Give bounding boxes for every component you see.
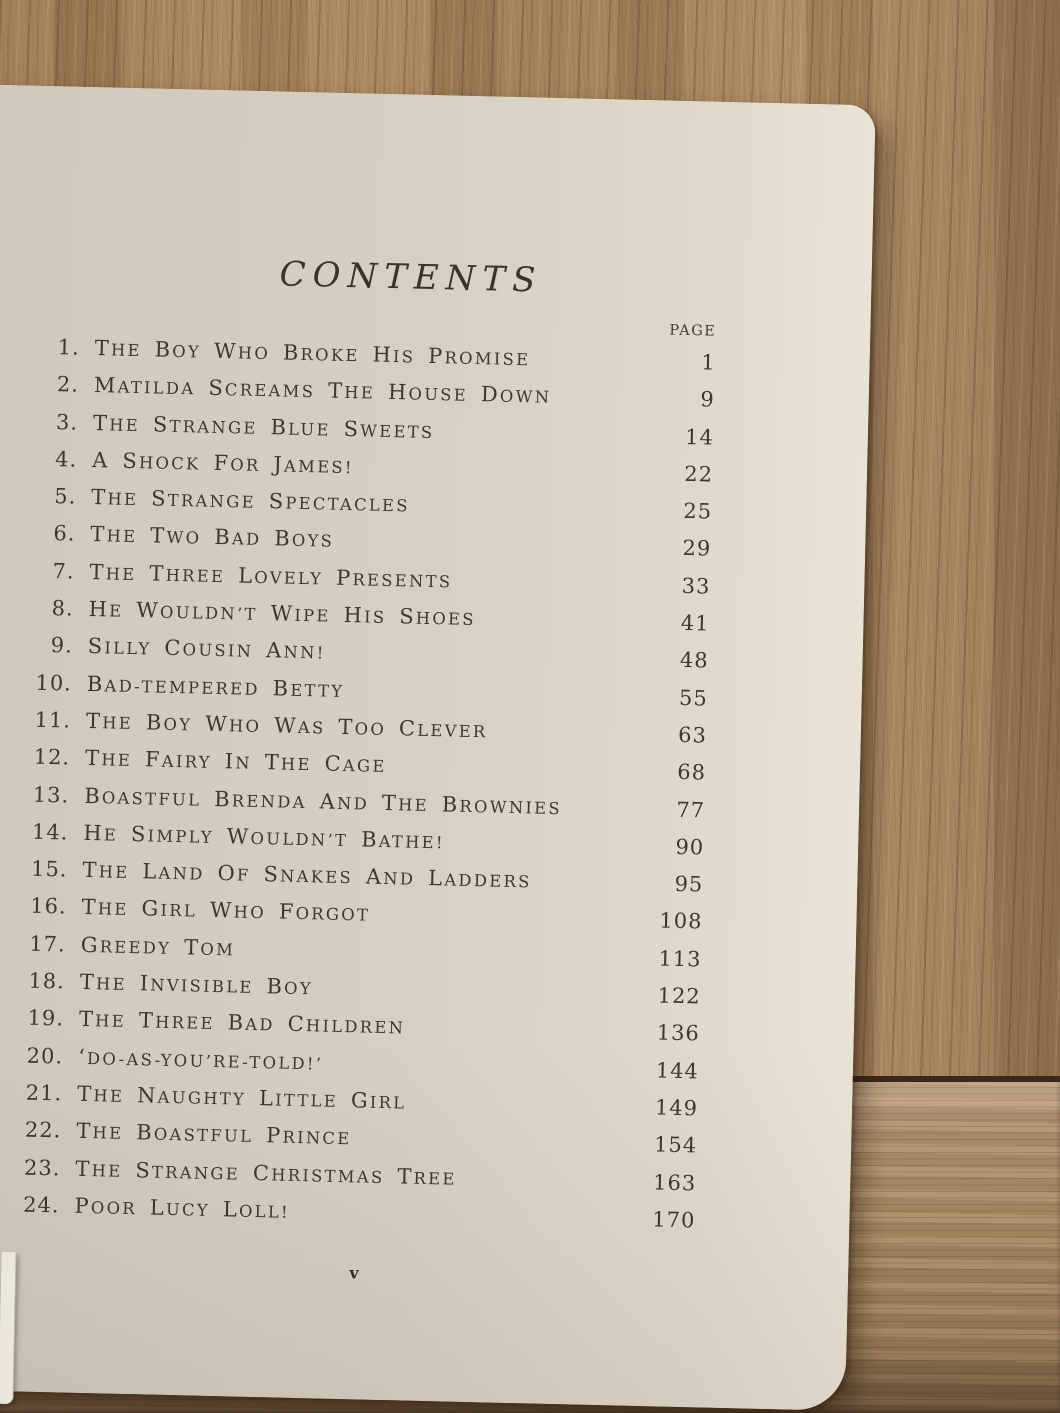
toc-entry-page-number: 113 xyxy=(658,946,702,972)
toc-entry-page-number: 154 xyxy=(653,1132,698,1158)
toc-entry-title: MATILDA SCREAMS THE HOUSE DOWN xyxy=(93,373,552,408)
toc-entry-page-number: 122 xyxy=(657,983,701,1009)
toc-entry-number: 19. xyxy=(27,1005,65,1031)
toc-entry-number: 18. xyxy=(28,968,66,994)
toc-entry-number: 10. xyxy=(35,670,73,696)
toc-entry-title: THE STRANGE BLUE SWEETS xyxy=(92,410,435,442)
toc-entry-title: BOASTFUL BRENDA AND THE BROWNIES xyxy=(83,783,563,818)
toc-entry-title: ‘DO-AS-YOU’RE-TOLD!’ xyxy=(77,1044,324,1074)
book-page xyxy=(0,84,876,1411)
toc-entry-page-number: 1 xyxy=(700,350,716,375)
toc-entry-page-number: 14 xyxy=(684,424,715,450)
toc-entry-page-number: 90 xyxy=(675,834,705,860)
toc-entry-page-number: 136 xyxy=(656,1020,701,1046)
toc-entries xyxy=(11,336,716,1247)
folio-page-number: v xyxy=(349,1263,359,1283)
toc-entry-title: THE BOY WHO BROKE HIS PROMISE xyxy=(94,336,531,370)
toc-entry-title: HE WOULDN’T WIPE HIS SHOES xyxy=(88,597,477,630)
toc-entry-title: THE BOASTFUL PRINCE xyxy=(76,1119,352,1149)
toc-entry-page-number: 29 xyxy=(682,536,712,562)
toc-entry-number: 2. xyxy=(56,372,80,397)
toc-entry-page-number: 95 xyxy=(674,871,704,897)
toc-entry-title: THE THREE LOVELY PRESENTS xyxy=(89,559,453,592)
toc-entry-page-number: 68 xyxy=(676,760,707,785)
toc-entry-number: 17. xyxy=(29,931,67,957)
toc-entry-number: 9. xyxy=(50,633,74,658)
toc-entry-number: 5. xyxy=(53,484,77,509)
toc-entry-number: 15. xyxy=(30,856,68,882)
toc-entry-page-number: 9 xyxy=(700,387,716,412)
toc-entry-title: THE BOY WHO WAS TOO CLEVER xyxy=(85,708,488,742)
toc-entry-title: GREEDY TOM xyxy=(80,932,236,960)
toc-entry-page-number: 33 xyxy=(681,573,711,599)
toc-entry-page-number: 55 xyxy=(678,685,709,711)
toc-entry-title: THE THREE BAD CHILDREN xyxy=(78,1007,406,1038)
toc-entry-page-number: 149 xyxy=(654,1095,699,1121)
toc-entry-title: THE STRANGE CHRISTMAS TREE xyxy=(75,1156,457,1189)
toc-entry-page-number: 170 xyxy=(652,1207,696,1233)
toc-entry-page-number: 77 xyxy=(676,797,706,823)
toc-entry-title: THE TWO BAD BOYS xyxy=(90,522,335,552)
toc-entry-number: 13. xyxy=(32,782,70,808)
toc-entry-page-number: 48 xyxy=(679,648,709,673)
toc-entry-title: THE NAUGHTY LITTLE GIRL xyxy=(76,1081,407,1113)
toc-entry-page-number: 22 xyxy=(683,461,714,487)
toc-entry-number: 11. xyxy=(34,707,72,733)
toc-entry-number: 24. xyxy=(22,1192,60,1218)
page-column-header: PAGE xyxy=(669,322,717,340)
toc-entry-title: THE LAND OF SNAKES AND LADDERS xyxy=(82,858,532,892)
toc-entry-number: 14. xyxy=(31,819,69,845)
toc-entry-number: 7. xyxy=(52,558,75,584)
toc-entry-page-number: 144 xyxy=(655,1058,700,1084)
toc-entry-title: THE FAIRY IN THE CAGE xyxy=(84,746,387,777)
toc-entry-title: THE STRANGE SPECTACLES xyxy=(91,485,410,516)
toc-entry-number: 1. xyxy=(57,335,81,360)
toc-entry-number: 6. xyxy=(53,521,76,547)
toc-entry-title: SILLY COUSIN ANN! xyxy=(87,634,326,663)
toc-entry-number: 21. xyxy=(25,1080,63,1106)
toc-entry-title: POOR LUCY LOLL! xyxy=(74,1193,291,1222)
toc-entry-page-number: 163 xyxy=(652,1169,697,1195)
toc-entry-number: 23. xyxy=(23,1155,61,1180)
toc-entry-number: 22. xyxy=(24,1117,62,1143)
toc-entry-number: 4. xyxy=(54,447,78,472)
toc-entry-title: THE INVISIBLE BOY xyxy=(79,969,314,999)
toc-entry-title: BAD-TEMPERED BETTY xyxy=(86,671,345,701)
toc-entry-page-number: 63 xyxy=(677,722,708,748)
toc-entry-number: 20. xyxy=(26,1043,64,1069)
toc-entry-title: A SHOCK FOR JAMES! xyxy=(91,447,355,478)
toc-entry-title: THE GIRL WHO FORGOT xyxy=(81,895,371,926)
toc-entry-number: 3. xyxy=(55,409,79,435)
toc-entry-number: 8. xyxy=(51,596,74,621)
toc-entry-number: 12. xyxy=(33,744,71,770)
contents-title: CONTENTS xyxy=(279,254,543,301)
toc-entry-page-number: 25 xyxy=(683,499,713,524)
toc-entry-title: HE SIMPLY WOULDN’T BATHE! xyxy=(83,820,446,853)
toc-entry-number: 16. xyxy=(29,894,67,919)
toc-entry-page-number: 108 xyxy=(659,908,703,934)
toc-entry-page-number: 41 xyxy=(680,610,710,636)
